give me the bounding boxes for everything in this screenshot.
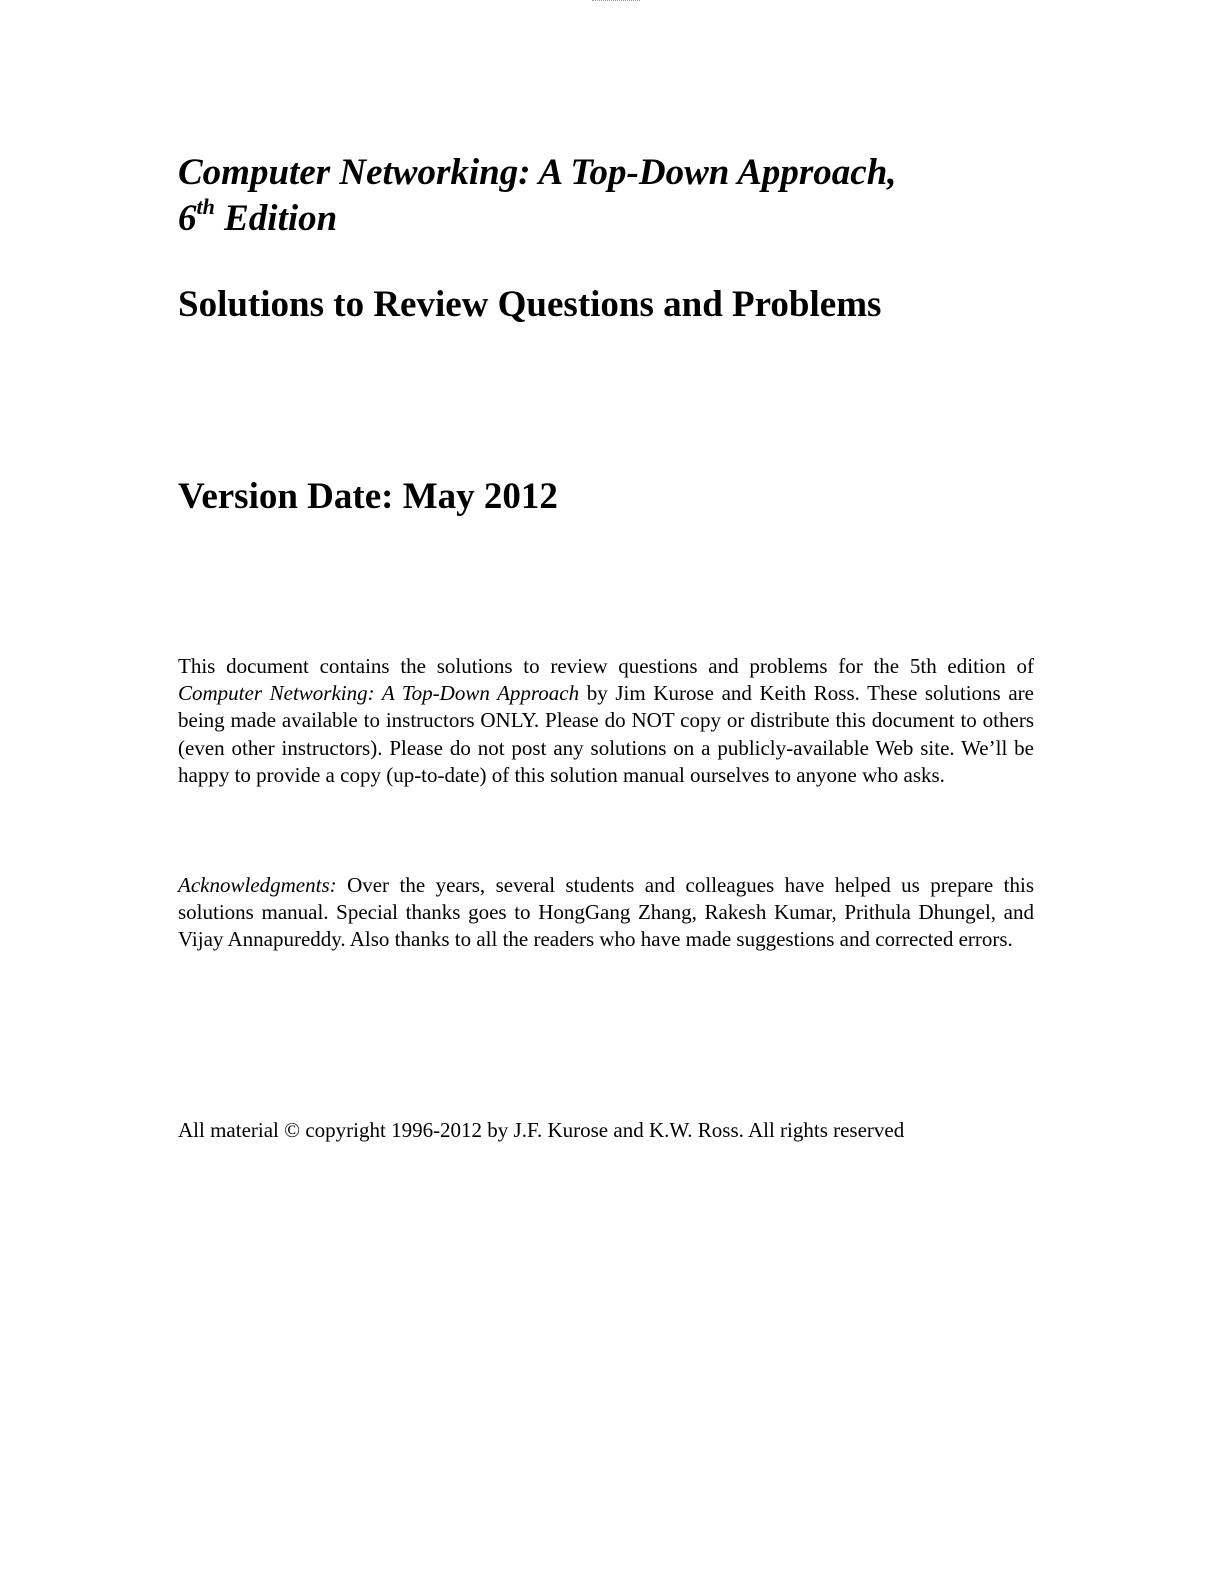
acknowledgments-label: Acknowledgments:	[178, 873, 337, 897]
copyright-notice: All material © copyright 1996-2012 by J.F. Kurose and K.W. Ross. All rights reserved	[178, 1118, 905, 1142]
header-mark	[592, 0, 640, 3]
edition-number: 6	[178, 198, 197, 239]
edition-suffix: th	[196, 194, 215, 219]
intro-text-2: by Jim Kurose and Keith Ross. These solutions are being made available to instructors ONLY. Please do NOT copy or distribute this document to others (even other instructors). Please do not post any solutions on a publicly-available Web site. We’ll be happy to provide a copy (up-to-date) of this solution manual ourselves to anyone who asks.	[178, 681, 1034, 787]
acknowledgments-paragraph	[178, 872, 1034, 954]
intro-text-1: This document contains the solutions to review questions and problems for the 5th edition of	[178, 654, 1034, 678]
page-title	[178, 150, 1078, 242]
acknowledgments-text: Over the years, several students and colleagues have helped us prepare this solutions manual. Special thanks goes to HongGang Zhang, Rakesh Kumar, Prithula Dhungel, and Vijay Annapureddy. Also thanks to all the readers who have made suggestions and corrected errors.	[178, 873, 1034, 952]
edition-word: Edition	[224, 198, 338, 239]
version-date: Version Date: May 2012	[178, 476, 558, 517]
intro-paragraph	[178, 653, 1034, 789]
title-line-1: Computer Networking: A Top-Down Approach,	[178, 152, 897, 193]
subtitle: Solutions to Review Questions and Problems	[178, 284, 882, 325]
intro-book-title: Computer Networking: A Top-Down Approach	[178, 681, 580, 706]
